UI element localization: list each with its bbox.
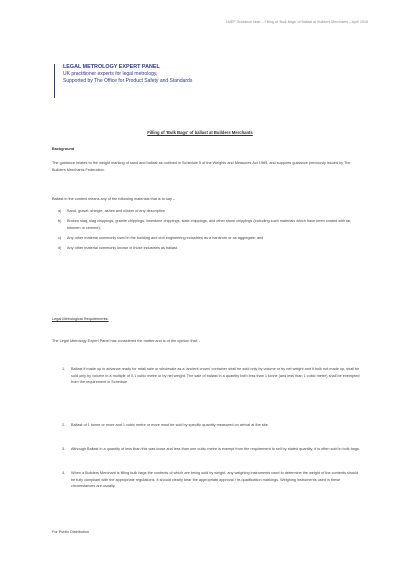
- list-item: [62, 422, 269, 429]
- panel-block: [54, 64, 192, 98]
- list-item: [58, 218, 358, 231]
- list-text: Any other material commonly known in those industries as ballast.: [67, 245, 179, 250]
- list-text: When a Builders Merchant is filling bulk bags the contents of which are being sold by weight, any weighing instruments used to determine the weight of the contents should be fully compliant with the appropriate regulations. It should clearly bear the appropriate approval / re-qualification markings. Weighing instruments used in these circumstances are usually: [71, 471, 359, 489]
- document-title: Filling of 'Bulk Bags' of ballast at Builders Merchants: [147, 130, 253, 135]
- background-paragraph: The guidance relates to the weight marking of sand and ballast as outlined in Schedule 5 of the Weights and Measures Act 1985, and supports guidance previously issued by The Builders Merchants Federation.: [52, 161, 351, 172]
- list-item: [58, 208, 358, 215]
- list-item: [62, 446, 360, 453]
- list-item: [58, 245, 358, 252]
- panel-title: LEGAL METROLOGY EXPERT PANEL: [63, 64, 160, 70]
- list-marker: b): [58, 218, 62, 223]
- list-item: [62, 366, 360, 386]
- background-heading: [52, 146, 362, 153]
- footer-distribution-label: For Public Distribution: [52, 530, 90, 534]
- list-text: Sand, gravel, shingle, ashes and clinker of any description: [67, 209, 165, 213]
- list-text: Ballast if made up in advance ready for retail sale or wholesale as a 'ancient crown' container shall be sold only by volume or by net weight and if bulk not made up, shall be sold only by volume in a multiple of 0.1 cubic metre or by net weight. The sale of ballast in a quantity both less than 1 tonne (and less than 1 cubic metre) shall be exempted from the requirement in Schedule.: [71, 367, 360, 385]
- list-marker: 3.: [62, 447, 66, 451]
- panel-subtitle-line-2: Supported by The Office for Product Safety and Standards: [63, 78, 193, 84]
- background-heading-text: Background: [52, 147, 75, 151]
- list-marker: 4.: [62, 471, 66, 475]
- legal-heading-text: Legal Metrological Requirements.: [52, 317, 109, 321]
- list-item: [62, 470, 360, 490]
- list-marker: a): [58, 209, 62, 213]
- legal-intro: The Legal Metrology Expert Panel has considered the matter and is of the opinion that: -: [52, 339, 201, 343]
- ballast-intro: Ballast in the context means any of the following materials that is to say –: [52, 197, 176, 201]
- legal-heading: [52, 316, 362, 323]
- list-marker: 2.: [62, 423, 66, 427]
- list-marker: d): [58, 245, 62, 250]
- list-marker: 1.: [62, 367, 66, 371]
- list-text: Ballast of 1 tonne or more and 1 cubic metre or more must be sold by specific quantity measured on arrival at the site.: [71, 423, 269, 427]
- list-marker: c): [58, 235, 62, 240]
- list-text: Any other material commonly used in the building and civil engineering industries as a hardcore or as aggregate; and: [67, 235, 264, 240]
- running-header: LMEP Guidance Note – Filling of 'Bulk Bags' of Ballast at Builders Merchants – April 2016: [225, 20, 368, 24]
- list-text: Broken slag, slag chippings, granite chippings, limestone chippings, slate chippings, and other stone chippings (including such materials which have been coated with tar, bitumen or cement);: [67, 218, 352, 230]
- ballast-list: [58, 208, 358, 255]
- list-text: Although Ballast in a quantity of less than this was loose and less than one cubic metre is exempt from the requirement to sell by stated quantity, it is often sold in bulk bags.: [71, 447, 360, 451]
- list-item: [58, 235, 358, 242]
- panel-subtitle-line-1: UK practitioner experts for legal metrology,: [63, 71, 158, 77]
